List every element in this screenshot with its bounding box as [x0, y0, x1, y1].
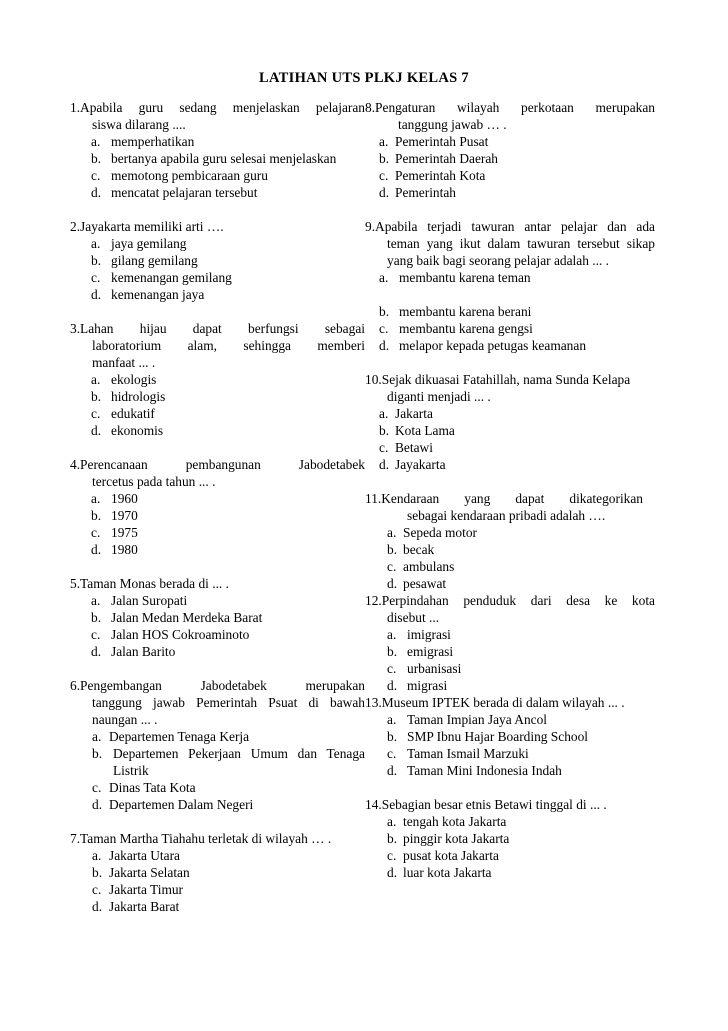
option-a: a. tengah kota Jakarta: [387, 814, 507, 829]
page-title: LATIHAN UTS PLKJ KELAS 7: [259, 70, 469, 86]
option-a: a. Taman Impian Jaya Ancol: [387, 712, 547, 727]
question-11: [365, 490, 655, 592]
option-c: c. Betawi: [379, 440, 433, 455]
option-b: b. 1970: [91, 508, 138, 523]
option-list: [70, 728, 365, 813]
question-number: 3.: [70, 321, 81, 336]
question-number: 12.: [365, 593, 382, 608]
option-b: b. Departemen Pekerjaan Umum dan Tenaga Listrik: [92, 746, 365, 778]
option-d: d. Taman Mini Indonesia Indah: [387, 763, 562, 778]
question-number: 9.: [365, 219, 376, 234]
option-d: d. mencatat pelajaran tersebut: [91, 185, 258, 200]
option-list: [70, 592, 365, 660]
option-c: c. 1975: [91, 525, 138, 540]
option-a: a. Departemen Tenaga Kerja: [92, 729, 250, 744]
option-b: b. Jakarta Selatan: [92, 865, 190, 880]
option-a: a. Sepeda motor: [387, 525, 478, 540]
question-12: [365, 592, 655, 694]
question-number: 6.: [70, 678, 81, 693]
question-text: Taman Monas berada di ... .: [80, 576, 229, 591]
question-8: [365, 99, 655, 201]
question-text: Pengaturan wilayah perkotaan merupakan: [375, 100, 655, 115]
option-c: c. membantu karena gengsi: [379, 321, 533, 336]
question-text: Apabila guru sedang menjelaskan pelajaran: [80, 100, 365, 115]
option-list: [365, 711, 655, 779]
option-d: d. Pemerintah: [379, 185, 456, 200]
option-b: b. emigrasi: [387, 644, 454, 659]
option-a: a. Pemerintah Pusat: [379, 134, 489, 149]
option-d: d. pesawat: [387, 576, 447, 591]
question-number: 14.: [365, 797, 382, 812]
option-list: [70, 235, 365, 303]
option-a: a. 1960: [91, 491, 138, 506]
option-b: b. becak: [387, 542, 435, 557]
option-b: b. gilang gemilang: [91, 253, 198, 268]
question-text: Sejak dikuasai Fatahillah, nama Sunda Kelapa: [381, 372, 631, 387]
option-c: c. Jakarta Timur: [92, 882, 184, 897]
option-c: c. Pemerintah Kota: [379, 168, 486, 183]
question-text-cont: tanggung jawab … .: [398, 117, 507, 132]
question-1: [70, 99, 365, 201]
question-text: Taman Martha Tiahahu terletak di wilayah … .: [80, 831, 332, 846]
option-d: d. ekonomis: [91, 423, 164, 438]
right-column: [365, 99, 655, 898]
option-list: [365, 269, 655, 354]
question-4: [70, 456, 365, 558]
question-text-cont: yang baik bagi seorang pelajar adalah ... .: [387, 253, 609, 268]
question-number: 1.: [70, 100, 81, 115]
question-text-cont: disebut ...: [387, 610, 440, 625]
option-d: d. Departemen Dalam Negeri: [92, 797, 254, 812]
left-column: [70, 99, 365, 932]
option-list: [70, 133, 365, 201]
option-c: c. pusat kota Jakarta: [387, 848, 499, 863]
option-c: c. urbanisasi: [387, 661, 462, 676]
question-5: [70, 575, 365, 660]
option-list: [365, 813, 655, 881]
question-13: [365, 694, 655, 779]
question-10: [365, 371, 655, 473]
question-number: 11.: [365, 491, 382, 506]
question-2: [70, 218, 365, 303]
option-c: c. Dinas Tata Kota: [92, 780, 196, 795]
question-9: [365, 218, 655, 354]
option-a: a. memperhatikan: [91, 134, 195, 149]
option-c: c. Jalan HOS Cokroaminoto: [91, 627, 250, 642]
question-text-cont: sebagai kendaraan pribadi adalah ….: [407, 508, 606, 523]
question-number: 10.: [365, 372, 382, 387]
question-text-cont: naungan ... .: [92, 712, 158, 727]
option-c: c. memotong pembicaraan guru: [91, 168, 268, 183]
option-c: c. kemenangan gemilang: [91, 270, 232, 285]
option-b: b. bertanya apabila guru selesai menjelaskan: [91, 151, 337, 166]
question-3: [70, 320, 365, 439]
question-text: Perpindahan penduduk dari desa ke kota: [381, 593, 655, 608]
question-text: Apabila terjadi tawuran antar pelajar dan ada: [375, 219, 655, 234]
question-text-cont: teman yang ikut dalam tawuran tersebut sikap: [387, 236, 655, 251]
question-text-cont: laboratorium alam, sehingga memberi: [92, 338, 365, 353]
question-text: Lahan hijau dapat berfungsi sebagai: [80, 321, 365, 336]
option-d: d. luar kota Jakarta: [387, 865, 492, 880]
question-text: Sebagian besar etnis Betawi tinggal di ... .: [381, 797, 607, 812]
question-text-cont: siswa dilarang ....: [92, 117, 186, 132]
option-d: d. Jakarta Barat: [92, 899, 180, 914]
option-d: d. migrasi: [387, 678, 448, 693]
question-6: [70, 677, 365, 813]
option-list: [70, 371, 365, 439]
option-c: c. ambulans: [387, 559, 455, 574]
option-a: a. Jalan Suropati: [91, 593, 188, 608]
question-number: 2.: [70, 219, 81, 234]
option-a: a. Jakarta: [379, 406, 433, 421]
question-number: 13.: [365, 695, 382, 710]
question-text-cont: tanggung jawab Pemerintah Psuat di bawah: [92, 695, 365, 710]
option-a: a. jaya gemilang: [91, 236, 187, 251]
question-text: Jayakarta memiliki arti ….: [80, 219, 224, 234]
option-b: b. Pemerintah Daerah: [379, 151, 498, 166]
option-a: a. membantu karena teman: [379, 270, 531, 285]
option-b: b. pinggir kota Jakarta: [387, 831, 510, 846]
question-text: Perencanaan pembangunan Jabodetabek: [80, 457, 365, 472]
option-b: b. Jalan Medan Merdeka Barat: [91, 610, 263, 625]
question-text: Museum IPTEK berada di dalam wilayah ... .: [381, 695, 625, 710]
option-d: d. kemenangan jaya: [91, 287, 205, 302]
question-number: 4.: [70, 457, 81, 472]
question-7: [70, 830, 365, 915]
question-number: 8.: [365, 100, 376, 115]
option-b: b. SMP Ibnu Hajar Boarding School: [387, 729, 589, 744]
question-number: 5.: [70, 576, 81, 591]
option-d: d. Jalan Barito: [91, 644, 176, 659]
question-text: Pengembangan Jabodetabek merupakan: [80, 678, 365, 693]
question-14: [365, 796, 655, 881]
question-text-cont: tercetus pada tahun ... .: [92, 474, 216, 489]
option-b: b. Kota Lama: [379, 423, 455, 438]
option-list: [365, 405, 655, 473]
option-c: c. Taman Ismail Marzuki: [387, 746, 529, 761]
question-text-cont: manfaat ... .: [92, 355, 156, 370]
option-d: d. Jayakarta: [379, 457, 446, 472]
question-number: 7.: [70, 831, 81, 846]
option-d: d. 1980: [91, 542, 138, 557]
option-c: c. edukatif: [91, 406, 155, 421]
question-text: Kendaraan yang dapat dikategorikan: [381, 491, 643, 506]
option-b: b. membantu karena berani: [379, 304, 532, 319]
option-b: b. hidrologis: [91, 389, 166, 404]
option-list: [365, 524, 655, 592]
question-text-cont: diganti menjadi ... .: [387, 389, 491, 404]
option-list: [70, 847, 365, 915]
option-list: [365, 133, 655, 201]
option-a: a. ekologis: [91, 372, 157, 387]
option-a: a. imigrasi: [387, 627, 451, 642]
option-list: [365, 626, 655, 694]
option-list: [70, 490, 365, 558]
option-d: d. melapor kepada petugas keamanan: [379, 338, 587, 353]
option-a: a. Jakarta Utara: [92, 848, 181, 863]
